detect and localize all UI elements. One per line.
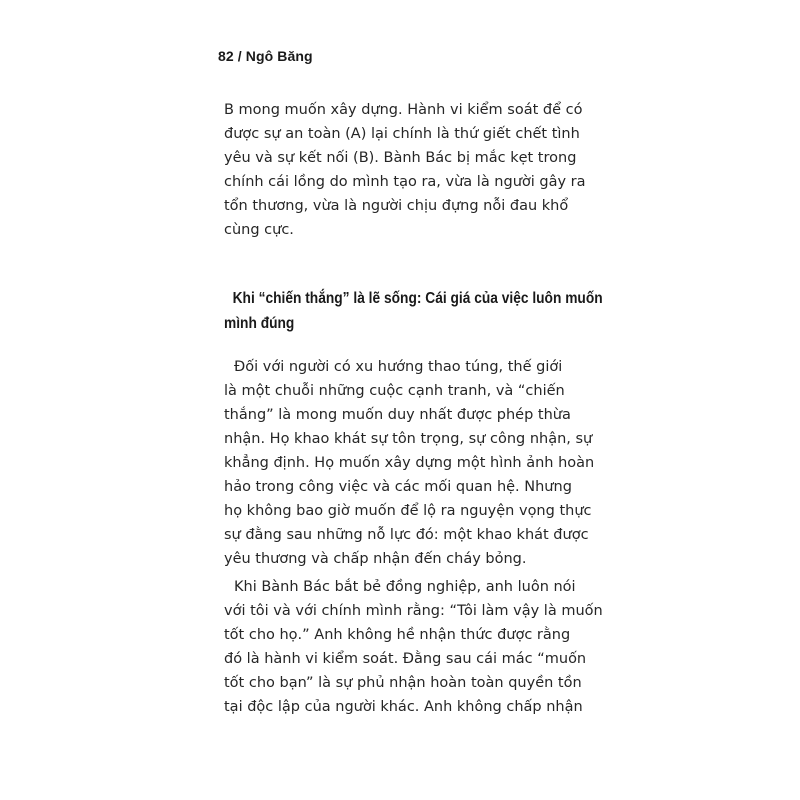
paragraph-line: yêu và sự kết nối (B). Bành Bác bị mắc kẹt trong xyxy=(224,150,577,166)
paragraph-line: cùng cực. xyxy=(224,222,294,238)
paragraph-3 xyxy=(224,575,624,719)
paragraph-line: tốt cho bạn” là sự phủ nhận hoàn toàn quyền tồn xyxy=(224,675,582,691)
running-head: 82 / Ngô Băng xyxy=(218,48,313,64)
paragraph-line: yêu thương và chấp nhận đến cháy bỏng. xyxy=(224,551,527,567)
paragraph-line: Đối với người có xu hướng thao túng, thế giới xyxy=(234,359,563,375)
paragraph-line: tại độc lập của người khác. Anh không chấp nhận xyxy=(224,699,583,715)
paragraph-line: thắng” là mong muốn duy nhất được phép thừa xyxy=(224,407,571,423)
paragraph-line: tổn thương, vừa là người chịu đựng nỗi đau khổ xyxy=(224,198,569,214)
paragraph-line: đó là hành vi kiểm soát. Đằng sau cái mác “muốn xyxy=(224,651,587,667)
paragraph-line: sự đằng sau những nỗ lực đó: một khao khát được xyxy=(224,527,589,543)
paragraph-line: với tôi và với chính mình rằng: “Tôi làm vậy là muốn xyxy=(224,603,603,619)
paragraph-line: B mong muốn xây dựng. Hành vi kiểm soát để có xyxy=(224,102,583,118)
paragraph-1 xyxy=(224,98,624,242)
heading-line: Khi “chiến thắng” là lẽ sống: Cái giá của việc luôn muốn xyxy=(232,290,603,307)
paragraph-line: Khi Bành Bác bắt bẻ đồng nghiệp, anh luôn nói xyxy=(234,579,576,595)
paragraph-line: họ không bao giờ muốn để lộ ra nguyện vọng thực xyxy=(224,503,592,519)
paragraph-line: là một chuỗi những cuộc cạnh tranh, và “chiến xyxy=(224,383,565,399)
paragraph-line: nhận. Họ khao khát sự tôn trọng, sự công nhận, sự xyxy=(224,431,593,447)
paragraph-line: chính cái lồng do mình tạo ra, vừa là người gây ra xyxy=(224,174,586,190)
section-heading xyxy=(224,286,603,336)
paragraph-line: hảo trong công việc và các mối quan hệ. Nhưng xyxy=(224,479,572,495)
paragraph-line: được sự an toàn (A) lại chính là thứ giết chết tình xyxy=(224,126,580,142)
heading-line: mình đúng xyxy=(224,315,295,332)
paragraph-2 xyxy=(224,355,624,571)
paragraph-line: khẳng định. Họ muốn xây dựng một hình ảnh hoàn xyxy=(224,455,595,471)
paragraph-line: tốt cho họ.” Anh không hề nhận thức được rằng xyxy=(224,627,571,643)
